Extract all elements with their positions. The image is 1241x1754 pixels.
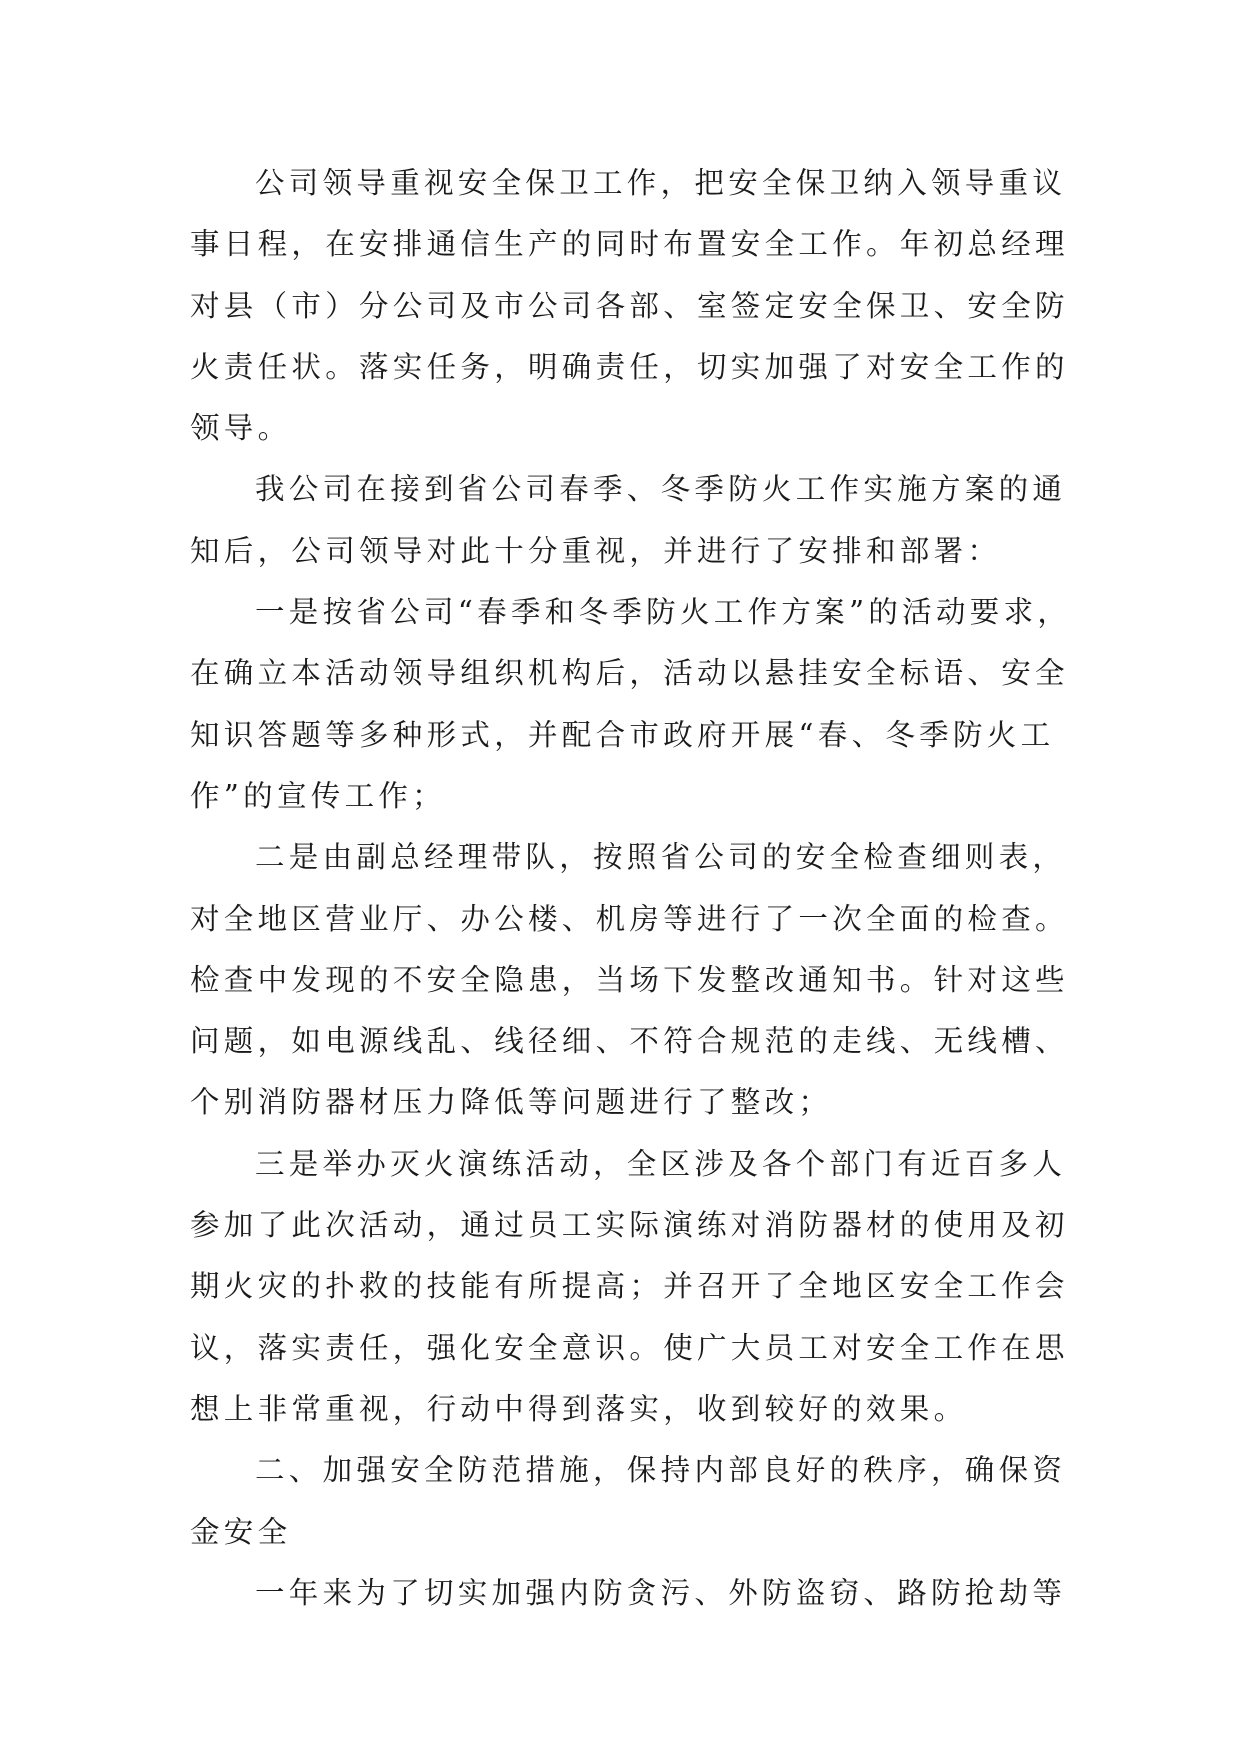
text-line: 知识答题等多种形式，并配合市政府开展“春、冬季防火工 — [190, 717, 1055, 752]
text-line: 对全地区营业厅、办公楼、机房等进行了一次全面的检查。 — [190, 901, 1069, 936]
text-line: 事日程，在安排通信生产的同时布置安全工作。年初总经理 — [190, 227, 1069, 262]
text-line: 个别消防器材压力降低等问题进行了整改； — [190, 1085, 833, 1120]
text-line: 参加了此次活动，通过员工实际演练对消防器材的使用及初 — [190, 1208, 1069, 1243]
text-line: 金安全 — [190, 1514, 292, 1549]
text-line: 问题，如电源线乱、线径细、不符合规范的走线、无线槽、 — [190, 1024, 1069, 1059]
text-line: 我公司在接到省公司春季、冬季防火工作实施方案的通 — [255, 472, 1067, 507]
text-line: 一是按省公司“春季和冬季防火工作方案”的活动要求， — [255, 595, 1072, 630]
text-line: 想上非常重视，行动中得到落实，收到较好的效果。 — [190, 1391, 968, 1426]
text-line: 作”的宣传工作； — [190, 778, 446, 813]
text-line: 对县（市）分公司及市公司各部、室签定安全保卫、安全防 — [190, 288, 1069, 323]
text-line: 在确立本活动领导组织机构后，活动以悬挂安全标语、安全 — [190, 656, 1069, 691]
text-line: 期火灾的扑救的技能有所提高；并召开了全地区安全工作会 — [190, 1269, 1069, 1304]
document-body — [190, 153, 1072, 1624]
text-line: 一年来为了切实加强内防贪污、外防盗窃、路防抢劫等 — [255, 1575, 1067, 1610]
text-line: 三是举办灭火演练活动，全区涉及各个部门有近百多人 — [255, 1146, 1067, 1181]
text-line: 公司领导重视安全保卫工作，把安全保卫纳入领导重议 — [255, 166, 1067, 200]
text-line: 议，落实责任，强化安全意识。使广大员工对安全工作在思 — [190, 1330, 1069, 1365]
text-line: 领导。 — [190, 411, 292, 446]
text-line: 火责任状。落实任务，明确责任，切实加强了对安全工作的 — [190, 349, 1069, 384]
text-line: 检查中发现的不安全隐患，当场下发整改通知书。针对这些 — [190, 962, 1069, 997]
text-line: 知后，公司领导对此十分重视，并进行了安排和部署： — [190, 533, 1002, 568]
text-line: 二、加强安全防范措施，保持内部良好的秩序，确保资 — [255, 1453, 1067, 1488]
text-line: 二是由副总经理带队，按照省公司的安全检查细则表， — [255, 840, 1067, 875]
